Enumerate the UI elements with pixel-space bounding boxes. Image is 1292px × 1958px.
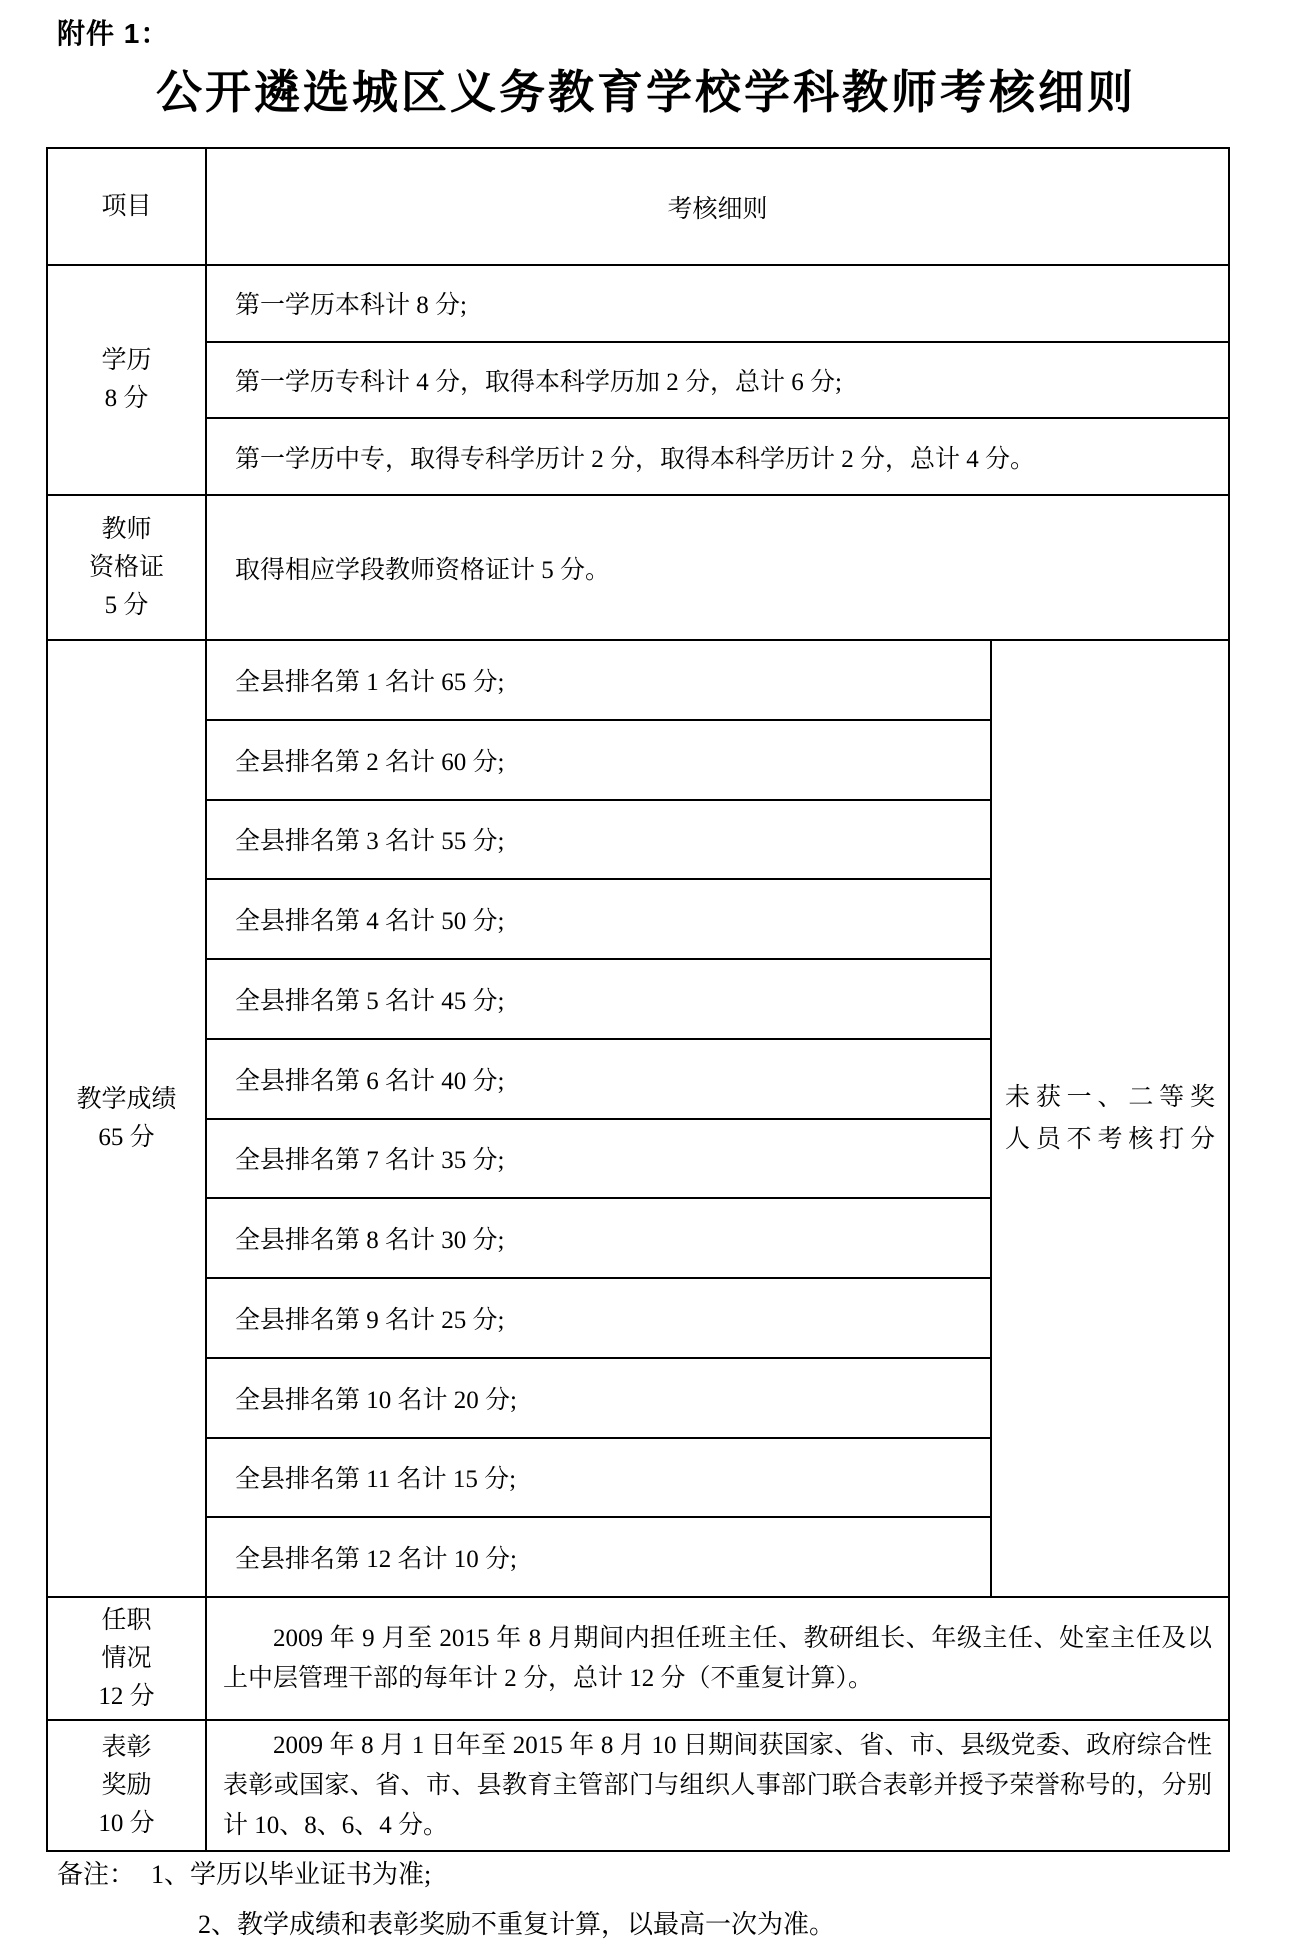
teaching-label: [48, 641, 207, 1596]
ranking-row: 全县排名第 5 名计 45 分;: [207, 958, 990, 1038]
education-row: 第一学历中专，取得专科学历计 2 分，取得本科学历计 2 分，总计 4 分。: [207, 417, 1228, 494]
certificate-label-line: 5 分: [104, 591, 149, 619]
side-note-line: 未获一、二等奖: [1005, 1083, 1215, 1111]
certificate-label-line: 资格证: [88, 553, 164, 581]
commendation-label-line: 10 分: [98, 1809, 155, 1837]
ranking-row: 全县排名第 2 名计 60 分;: [207, 719, 990, 799]
tenure-criteria-text: 2009 年 9 月至 2015 年 8 月期间内担任班主任、教研组长、年级主任、处室主任及以上中层管理干部的每年计 2 分，总计 12 分（不重复计算）。: [223, 1624, 1212, 1692]
criteria-column-header: 考核细则: [667, 195, 768, 223]
section-education: [48, 264, 1228, 494]
note-item: 1、学历以毕业证书为准;: [151, 1860, 432, 1889]
commendation-label-line: 奖励: [101, 1771, 152, 1799]
ranking-row: 全县排名第 3 名计 55 分;: [207, 799, 990, 879]
teaching-label-line: 65 分: [98, 1123, 155, 1151]
table-header-row: [48, 149, 1228, 264]
assessment-table: [46, 147, 1230, 1852]
document-title: 公开遴选城区义务教育学校学科教师考核细则: [156, 66, 1136, 118]
section-certificate: [48, 494, 1228, 639]
ranking-row: 全县排名第 8 名计 30 分;: [207, 1197, 990, 1277]
education-row: 第一学历专科计 4 分，取得本科学历加 2 分，总计 6 分;: [207, 341, 1228, 418]
ranking-row: 全县排名第 7 名计 35 分;: [207, 1118, 990, 1198]
section-commendation: [48, 1719, 1228, 1850]
ranking-row: 全县排名第 12 名计 10 分;: [207, 1516, 990, 1596]
attachment-label: 附件 1：: [57, 18, 170, 49]
section-tenure: [48, 1596, 1228, 1719]
teaching-side-note: [990, 641, 1228, 1596]
project-column-header: 项目: [48, 149, 207, 264]
tenure-label-line: 12 分: [98, 1682, 155, 1710]
tenure-label: [48, 1598, 207, 1719]
side-note-line: 人员不考核打分: [1005, 1125, 1215, 1153]
note-line: [57, 1908, 835, 1942]
tenure-label-line: 情况: [101, 1644, 152, 1672]
note-item: 2、教学成绩和表彰奖励不重复计算，以最高一次为准。: [198, 1910, 836, 1939]
commendation-criteria-text: 2009 年 8 月 1 日年至 2015 年 8 月 10 日期间获国家、省、市、县级党委、政府综合性表彰或国家、省、市、县教育主管部门与组织人事部门联合表彰并授予荣誉称号的，分别计 10、8、6、4 分。: [223, 1731, 1212, 1839]
teaching-label-line: 教学成绩: [76, 1085, 177, 1113]
commendation-label: [48, 1721, 207, 1850]
ranking-row: 全县排名第 6 名计 40 分;: [207, 1038, 990, 1118]
education-label-line: 8 分: [104, 385, 149, 412]
notes-prefix: 备注：: [57, 1860, 136, 1889]
commendation-label-line: 表彰: [101, 1733, 152, 1761]
education-row: 第一学历本科计 8 分;: [235, 292, 467, 320]
ranking-row: 全县排名第 11 名计 15 分;: [207, 1437, 990, 1517]
notes: [57, 1858, 835, 1958]
education-label-line: 学历: [101, 347, 152, 374]
ranking-row: 全县排名第 9 名计 25 分;: [207, 1277, 990, 1357]
certificate-label-line: 教师: [101, 515, 152, 543]
tenure-label-line: 任职: [101, 1606, 152, 1634]
ranking-row: 全县排名第 1 名计 65 分;: [235, 668, 505, 696]
section-teaching-performance: [48, 639, 1228, 1596]
certificate-label: [48, 496, 207, 639]
ranking-row: 全县排名第 4 名计 50 分;: [207, 878, 990, 958]
education-label: [48, 266, 207, 494]
certificate-criteria-text: 取得相应学段教师资格证计 5 分。: [235, 556, 611, 584]
note-line: [57, 1858, 835, 1892]
ranking-row: 全县排名第 10 名计 20 分;: [207, 1357, 990, 1437]
